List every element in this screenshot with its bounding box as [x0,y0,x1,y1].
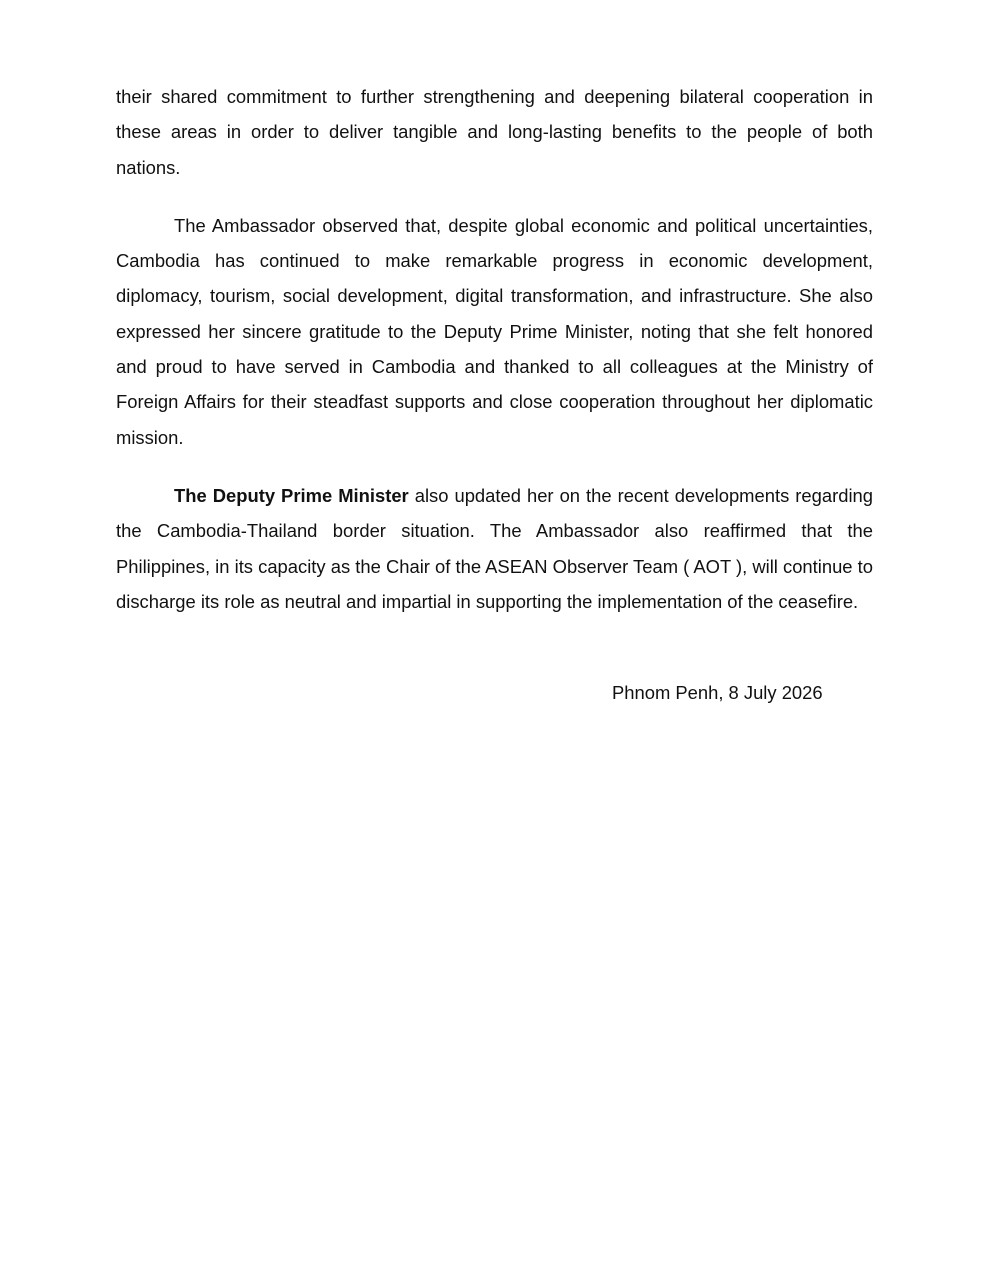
paragraph-text: The Ambassador observed that, despite global economic and political uncertainties, Cambodia has continued to make remarkable progress in economic development, diplomacy, tourism, social development, digital transformation, and infrastructure. She also expressed her sincere gratitude to the Deputy Prime Minister, noting that she felt honored and proud to have served in Cambodia and thanked to all colleagues at the Ministry of Foreign Affairs for their steadfast supports and close cooperation throughout her diplomatic mission. [116,214,873,448]
paragraph-ambassador-observation [116,208,873,455]
paragraph-text: also updated her on the recent developments regarding the Cambodia-Thailand border situation. The Ambassador also reaffirmed that the Philippines, in its capacity as the Chair of the ASEAN Observer Team ( AOT ), will continue to discharge its role as neutral and impartial in supporting the implementation of the ceasefire. [116,484,873,612]
paragraph-deputy-prime-minister-update [116,478,873,619]
paragraph-text: their shared commitment to further strengthening and deepening bilateral cooperation in these areas in order to deliver tangible and long-lasting benefits to the people of both nations. [116,86,873,178]
place-date-signoff: Phnom Penh, 8 July 2026 [612,682,823,703]
paragraph-continuation [116,79,873,185]
paragraph-lead-bold: The Deputy Prime Minister [174,484,409,506]
document-body [116,79,873,619]
